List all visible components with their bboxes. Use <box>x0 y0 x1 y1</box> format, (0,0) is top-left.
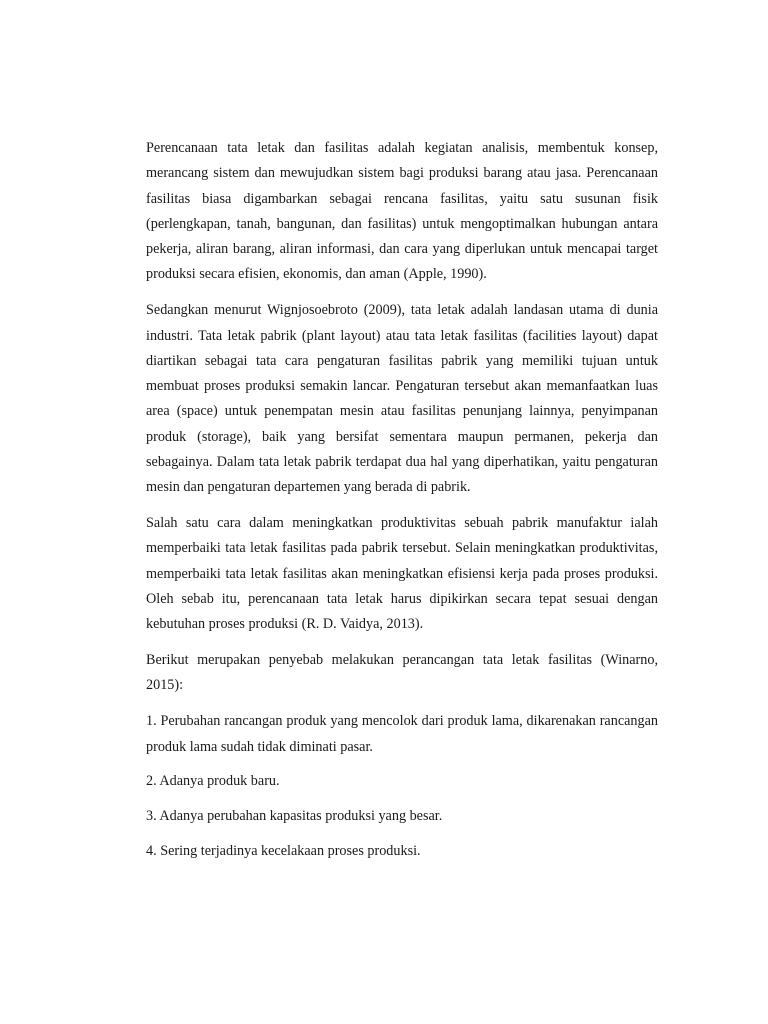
list-item-2: 2. Adanya produk baru. <box>146 773 280 790</box>
paragraph-penyebab-intro: Berikut merupakan penyebab melakukan perancangan tata letak fasilitas (Winarno, 2015): <box>146 652 658 694</box>
paragraph-wignjosoebroto: Sedangkan menurut Wignjosoebroto (2009), tata letak adalah landasan utama di dunia industri. Tata letak pabrik (plant layout) atau tata letak fasilitas (facilities layout) dapat diartikan sebagai tata cara pengaturan fasilitas pabrik yang memiliki tujuan untuk membuat proses produksi semakin lancar. Pengaturan tersebut akan memanfaatkan luas area (space) untuk penempatan mesin atau fasilitas penunjang lainnya, penyimpanan produk (storage), baik yang bersifat sementara maupun permanen, pekerja dan sebagainya. Dalam tata letak pabrik terdapat dua hal yang diperhatikan, yaitu pengaturan mesin dan pengaturan departemen yang berada di pabrik. <box>146 302 658 496</box>
list-item-1: 1. Perubahan rancangan produk yang mencolok dari produk lama, dikarenakan rancangan produk lama sudah tidak diminati pasar. <box>146 713 658 755</box>
document-page <box>146 136 658 874</box>
list-item-4: 4. Sering terjadinya kecelakaan proses produksi. <box>146 842 421 859</box>
list-item-3: 3. Adanya perubahan kapasitas produksi yang besar. <box>146 808 443 825</box>
paragraph-produktivitas: Salah satu cara dalam meningkatkan produktivitas sebuah pabrik manufaktur ialah memperbaiki tata letak fasilitas pada pabrik tersebut. Selain meningkatkan produktivitas, memperbaiki tata letak fasilitas akan meningkatkan efisiensi kerja pada proses produksi. Oleh sebab itu, perencanaan tata letak harus dipikirkan secara tepat sesuai dengan kebutuhan proses produksi (R. D. Vaidya, 2013). <box>146 515 658 633</box>
paragraph-tata-letak-definition: Perencanaan tata letak dan fasilitas adalah kegiatan analisis, membentuk konsep, merancang sistem dan mewujudkan sistem bagi produksi barang atau jasa. Perencanaan fasilitas biasa digambarkan sebagai rencana fasilitas, yaitu satu susunan fisik (perlengkapan, tanah, bangunan, dan fasilitas) untuk mengoptimalkan hubungan antara pekerja, aliran barang, aliran informasi, dan cara yang diperlukan untuk mencapai target produksi secara efisien, ekonomis, dan aman (Apple, 1990). <box>146 140 658 283</box>
